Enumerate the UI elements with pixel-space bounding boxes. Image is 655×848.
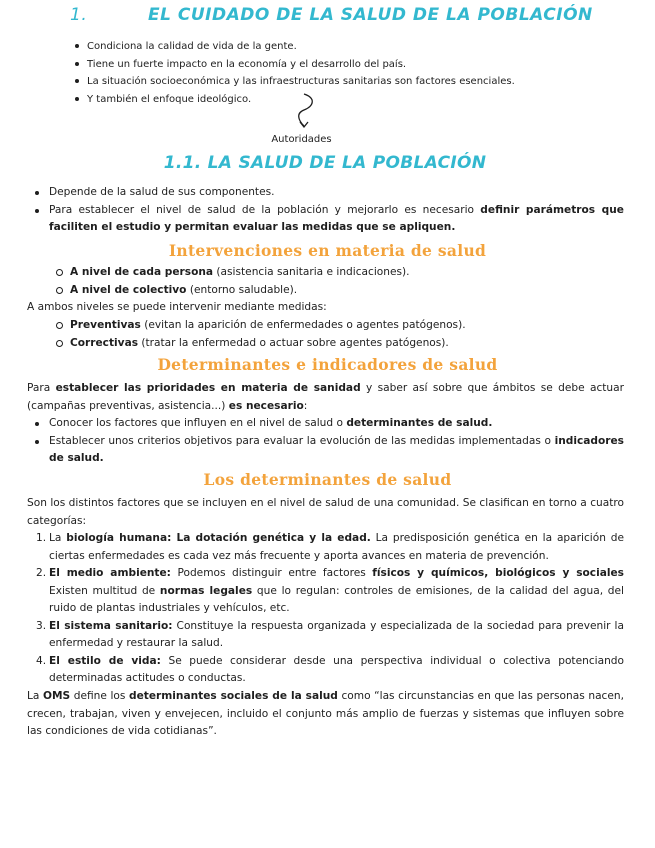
item-bold: Preventivas [70, 319, 141, 331]
item-bold: El sistema sanitario: [49, 619, 173, 632]
both-levels-text: A ambos niveles se puede intervenir mediante medidas: [27, 301, 327, 313]
item-text: (entorno saludable). [186, 283, 298, 296]
list-item [27, 565, 624, 618]
prioridades-paragraph [27, 380, 624, 415]
item-number: 2. [36, 567, 47, 579]
item-text: (evitan la aparición de enfermedades o agentes patógenos). [140, 319, 466, 331]
item-text: (asistencia sanitaria e indicaciones). [213, 266, 410, 278]
list-item [55, 335, 625, 353]
section-1-1-title: 1.1. LA SALUD DE LA POBLACIÓN [163, 153, 487, 173]
list-item [27, 184, 624, 202]
determinantes-heading: Los determinantes de salud [203, 470, 452, 489]
bullet-text: Establecer unos criterios objetivos para evaluar la evolución de las medidas implementadas o [49, 434, 555, 447]
bullet-text: Depende de la salud de sus componentes. [49, 186, 275, 198]
list-item [27, 653, 624, 688]
list-item [27, 618, 624, 653]
list-item [27, 202, 624, 237]
list-item: La situación socioeconómica y las infraestructuras sanitarias son factores esenciales. [75, 73, 635, 91]
item-text: La [49, 532, 67, 544]
determinantes-indicadores-heading: Determinantes e indicadores de salud [157, 355, 498, 374]
list-item [55, 264, 625, 282]
determinantes-intro: Son los distintos factores que se incluyen en el nivel de salud de una comunidad. Se clasifican en torno a cuatro categorías: [27, 497, 624, 527]
section-1-title [70, 5, 630, 25]
item-text: Se puede considerar desde una perspectiva individual o colectiva potenciando determinadas actitudes o conductas. [49, 654, 624, 684]
item-text: Constituye la respuesta organizada y especializada de la sociedad para prevenir la enfermedad y restaurar la salud. [49, 619, 624, 649]
list-item: Tiene un fuerte impacto en la economía y el desarrollo del país. [75, 56, 635, 74]
bullet-bold-text: definir parámetros que faciliten el estudio y permitan evaluar las medidas que se apliquen. [49, 203, 624, 233]
item-number: 4. [36, 654, 47, 667]
section-number: 1. [70, 5, 88, 25]
item-bold: físicos y químicos, biológicos y sociales [372, 567, 624, 579]
item-bold: El medio ambiente: [49, 567, 171, 579]
determinantes-list [27, 530, 624, 688]
bullet-bold-text: determinantes de salud. [346, 417, 493, 429]
intervenciones-measures [55, 317, 625, 352]
para-text: define los [70, 690, 130, 702]
para-text: y saber así sobre que ámbitos se debe actuar (campañas preventivas, asistencia...) [27, 382, 624, 412]
section-1-1-bullets [27, 184, 624, 237]
intervenciones-levels [55, 264, 625, 299]
item-bold: A nivel de cada persona [70, 266, 214, 278]
para-bold: determinantes sociales de la salud [129, 690, 338, 702]
para-bold: es necesario [228, 399, 304, 412]
intervenciones-heading: Intervenciones en materia de salud [168, 241, 487, 260]
para-text: Para [27, 382, 56, 394]
list-item: Condiciona la calidad de vida de la gente. [75, 38, 635, 56]
list-item [55, 282, 625, 300]
determinantes-indicadores-bullets [27, 415, 624, 468]
item-bold: Correctivas [70, 336, 139, 349]
para-text: : [303, 399, 308, 412]
curved-arrow-icon [290, 92, 320, 134]
item-number: 3. [36, 619, 47, 632]
item-text: Podemos distinguir entre factores [170, 567, 373, 579]
item-text: que lo regulan: controles de emisiones, de la calidad del agua, del ruido de plantas industriales y vehículos, etc. [49, 584, 624, 614]
section-1-bullets [75, 38, 635, 108]
section-title-text: EL CUIDADO DE LA SALUD DE LA POBLACIÓN [148, 5, 593, 25]
item-bold: A nivel de colectivo [70, 283, 187, 296]
bullet-text: Conocer los factores que influyen en el nivel de salud o [49, 417, 347, 429]
list-item [27, 433, 624, 468]
list-item [55, 317, 625, 335]
para-bold: OMS [42, 690, 71, 702]
para-text: La [27, 690, 43, 702]
item-text: La predisposición genética en la aparición de ciertas enfermedades es cada vez más frecuente y aporta avances en materia de prevención. [49, 532, 624, 562]
list-item [27, 415, 624, 433]
arrow-label: Autoridades [271, 134, 332, 145]
item-text: (tratar la enfermedad o actuar sobre agentes patógenos). [138, 336, 449, 349]
list-item: Y también el enfoque ideológico. [75, 91, 635, 109]
bullet-text: Para establecer el nivel de salud de la población y mejorarlo es necesario [49, 203, 481, 216]
item-text: Existen multitud de [49, 584, 160, 597]
para-text: como “las circunstancias en que las personas nacen, crecen, trabajan, viven y envejecen, incluido el conjunto más amplio de fuerzas y sistemas que influyen sobre las condiciones de vida cotidianas”. [27, 690, 624, 737]
para-bold: establecer las prioridades en materia de sanidad [55, 382, 361, 394]
item-bold: biología humana: La dotación genética y la edad. [66, 532, 371, 544]
bullet-bold-text: indicadores de salud. [49, 434, 624, 464]
oms-paragraph [27, 688, 624, 741]
item-bold: El estilo de vida: [49, 654, 161, 667]
item-number: 1. [36, 532, 47, 544]
list-item [27, 530, 624, 565]
item-bold: normas legales [159, 584, 253, 597]
